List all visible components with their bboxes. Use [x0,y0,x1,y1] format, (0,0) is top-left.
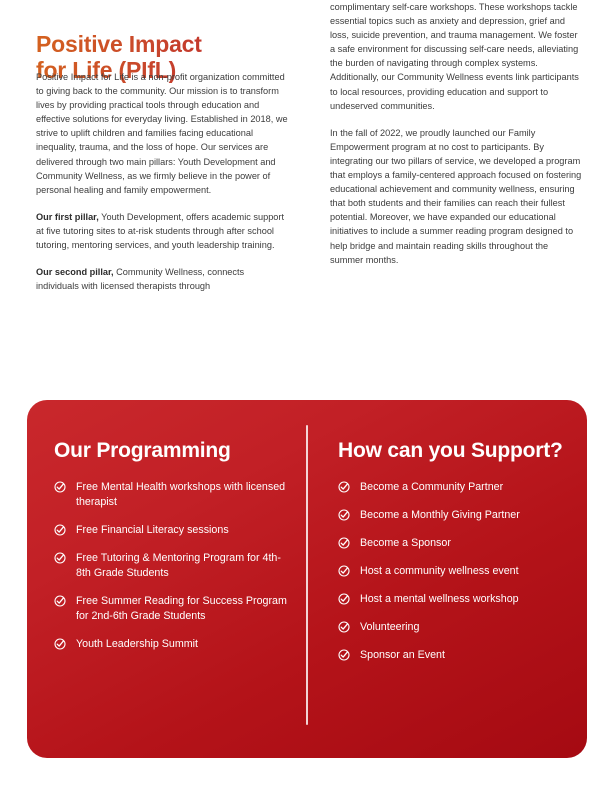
list-item [54,480,290,510]
list-item-label: Host a mental wellness workshop [360,593,519,605]
paragraph-text: In the fall of 2022, we proudly launched our Family Empowerment program at no cost to participants. By integrating our two pillars of service, we developed a program that employs a family-centered approach focused on fostering educational achievement and community wellness, ensuring that both students and their families can reach their fullest potential. Moreover, we have expanded our educational initiatives to include a summer reading program designed to help bridge and maintain reading skills throughout the summer months. [330,127,582,265]
paragraph-text: complimentary self-care workshops. These workshops tackle essential topics such as anxiety and depression, grief and loss, suicide prevention, and trauma management. We foster a safe environment for discussing self-care needs, alleviating the burden of navigating through complex systems. Additionally, our Community Wellness events link participants to local resources, providing education and support to undeserved communities. [330,2,579,111]
support-heading: How can you Support? [338,439,563,462]
support-list [338,480,571,663]
check-circle-icon [338,509,350,521]
check-circle-icon [338,481,350,493]
programming-heading: Our Programming [54,439,231,462]
article-left-column [36,0,288,306]
paragraph-intro [36,70,288,197]
check-circle-icon [338,593,350,605]
paragraph-text: Youth Development, offers academic support at five tutoring sites to at-risk students through after school tutoring, mentoring services, and youth leadership training. [36,211,285,251]
list-item [338,648,571,663]
article-section [0,0,612,395]
list-item [54,523,290,538]
programming-list [54,480,290,652]
list-item-label: Free Financial Literacy sessions [76,524,229,536]
article-right-column [330,0,582,280]
programming-column [27,400,308,758]
list-item-label: Host a community wellness event [360,565,519,577]
list-item-label: Free Tutoring & Mentoring Program for 4th-8th Grade Students [76,552,281,579]
list-item-label: Become a Monthly Giving Partner [360,509,520,521]
paragraph-first-pillar [36,210,288,252]
list-item-label: Youth Leadership Summit [76,638,198,650]
list-item [54,551,290,581]
list-item [338,592,571,607]
page-title-line-2: for Life (PIfL) [36,57,177,83]
paragraph-lead: Our second pillar, [36,267,114,278]
list-item-label: Become a Sponsor [360,537,451,549]
list-item-label: Become a Community Partner [360,481,504,493]
paragraph-second-pillar [36,265,288,293]
check-circle-icon [338,565,350,577]
list-item [338,620,571,635]
check-circle-icon [54,595,66,607]
paragraph-family-empowerment [330,126,582,267]
list-item [338,536,571,551]
highlight-panel [27,400,587,758]
list-item-label: Sponsor an Event [360,649,445,661]
paragraph-wellness-continued [330,0,582,113]
list-item [54,637,290,652]
check-circle-icon [338,537,350,549]
page-title-line-1: Positive Impact [36,31,202,57]
paragraph-text: Community Wellness, connects individuals with licensed therapists through [36,267,245,292]
paragraph-text: Positive Impact for Life is a non-profit organization committed to giving back to the community. Our mission is to transform lives by providing practical tools through education and effective solutions for everyday living. Established in 2018, we strive to uplift children and families facing educational inequality, trauma, and the loss of hope. Our services are delivered through two main pillars: Youth Development and Community Wellness, as we firmly believe in the power of personal healing and family empowerment. [36,72,288,195]
list-item-label: Volunteering [360,621,420,633]
list-item [54,594,290,624]
check-circle-icon [54,481,66,493]
list-item [338,564,571,579]
list-item-label: Free Summer Reading for Success Program for 2nd-6th Grade Students [76,595,287,622]
check-circle-icon [54,638,66,650]
check-circle-icon [338,649,350,661]
check-circle-icon [338,621,350,633]
check-circle-icon [54,524,66,536]
list-item [338,480,571,495]
paragraph-lead: Our first pillar, [36,211,99,222]
support-column [308,400,587,758]
list-item [338,508,571,523]
check-circle-icon [54,552,66,564]
list-item-label: Free Mental Health workshops with licensed therapist [76,481,286,508]
